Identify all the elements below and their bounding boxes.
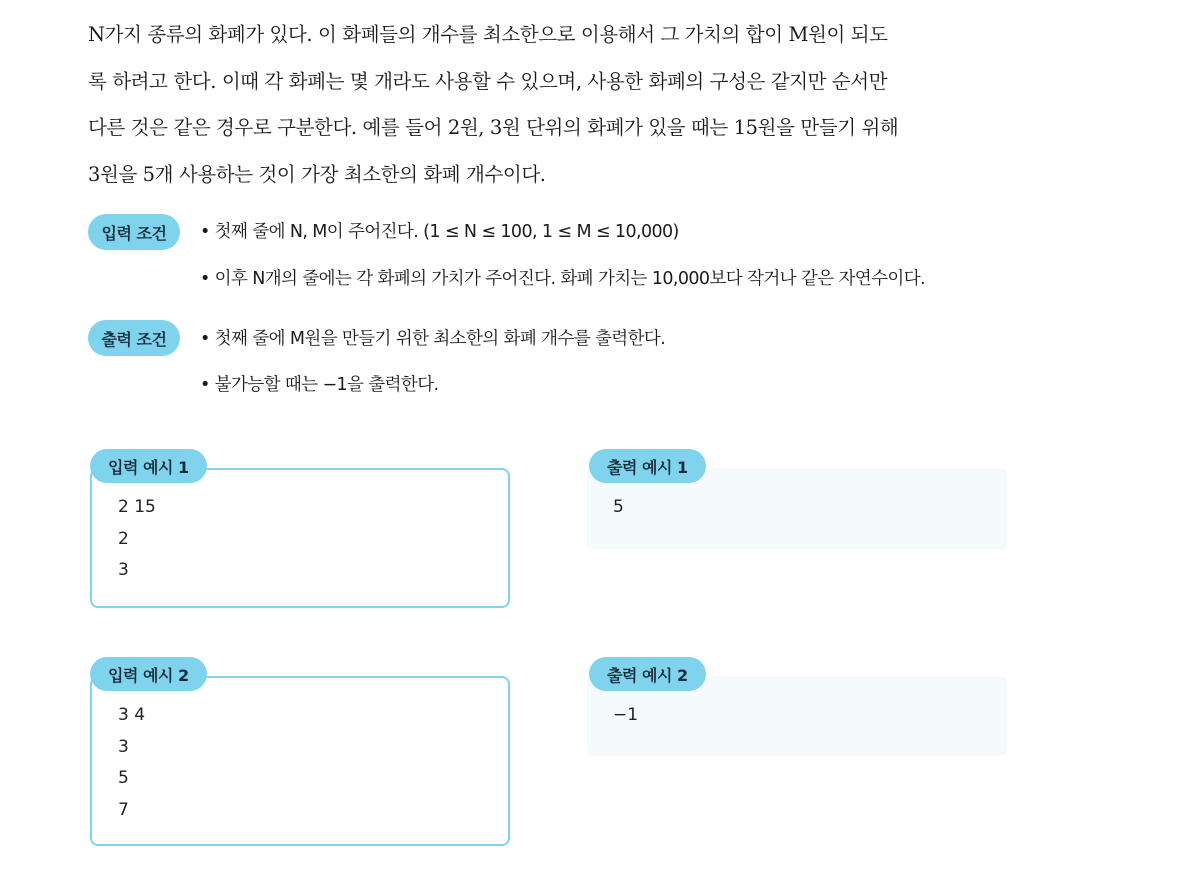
input-example-1-box xyxy=(90,468,510,608)
output-example-2-tag: 출력 예시 2 xyxy=(589,657,706,691)
input-example-2-box xyxy=(90,676,510,846)
input-line: 2 15 xyxy=(118,497,156,517)
description-line: 다른 것은 같은 경우로 구분한다. 예를 들어 2원, 3원 단위의 화폐가 있을 때는 15원을 만들기 위해 xyxy=(88,116,899,139)
input-line: 3 4 xyxy=(118,705,146,725)
problem-description xyxy=(88,12,1028,198)
input-example-2-tag: 입력 예시 2 xyxy=(90,657,207,691)
output-example-1-tag: 출력 예시 1 xyxy=(589,449,706,483)
input-condition-badge: 입력 조건 xyxy=(88,214,180,250)
input-example-1-tag: 입력 예시 1 xyxy=(90,449,207,483)
output-line: 5 xyxy=(613,497,624,517)
input-line: 3 xyxy=(118,736,129,757)
output-condition-item: • 첫째 줄에 M원을 만들기 위한 최소한의 화폐 개수를 출력한다. xyxy=(200,329,666,349)
input-line: 2 xyxy=(118,528,129,549)
input-line: 3 xyxy=(118,560,129,580)
description-line: 3원을 5개 사용하는 것이 가장 최소한의 화폐 개수이다. xyxy=(88,162,546,186)
description-line: 록 하려고 한다. 이때 각 화폐는 몇 개라도 사용할 수 있으며, 사용한 화폐의 구성은 같지만 순서만 xyxy=(88,69,888,93)
input-condition-item: • 이후 N개의 줄에는 각 화폐의 가치가 주어진다. 화폐 가치는 10,000보다 작거나 같은 자연수이다. xyxy=(200,269,925,289)
input-line: 5 xyxy=(118,768,129,788)
input-line: 7 xyxy=(118,799,129,820)
description-line: N가지 종류의 화폐가 있다. 이 화폐들의 개수를 최소한으로 이용해서 그 가치의 합이 M원이 되도 xyxy=(88,23,888,46)
input-condition-item: • 첫째 줄에 N, M이 주어진다. (1 ≤ N ≤ 100, 1 ≤ M ≤ 10,000) xyxy=(200,222,679,242)
output-condition-badge: 출력 조건 xyxy=(88,320,180,356)
output-line: −1 xyxy=(613,705,639,725)
output-condition-item: • 불가능할 때는 −1을 출력한다. xyxy=(200,375,439,395)
